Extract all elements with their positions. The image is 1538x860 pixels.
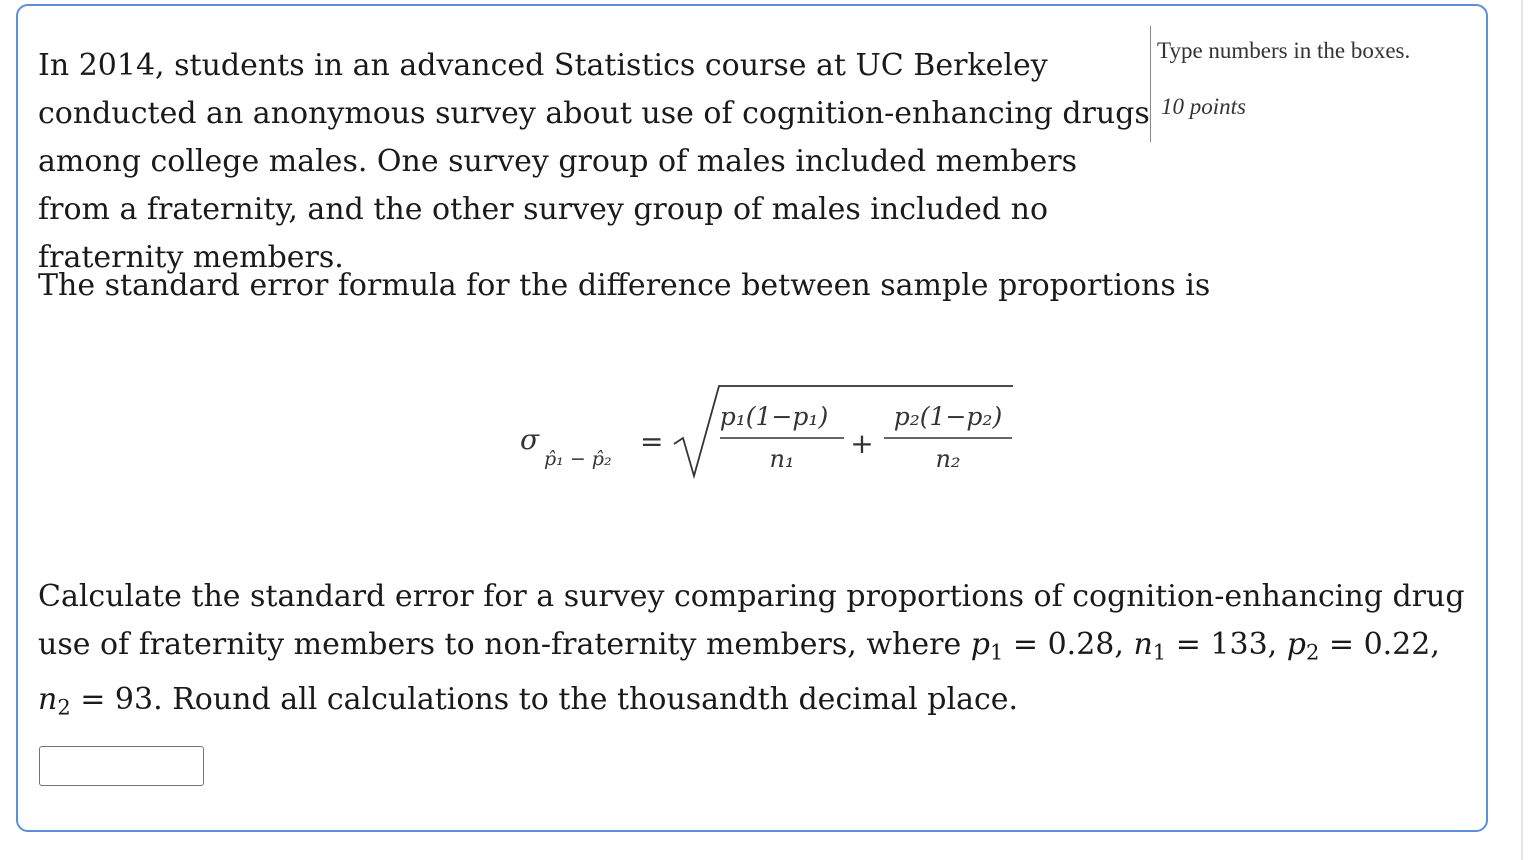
formula-intro: The standard error formula for the difference between sample proportions is: [38, 268, 1211, 303]
task-text-before: Calculate the standard error for a survey comparing proportions of cognition-enhancing drug use of fraternity members to non-fraternity members, where: [38, 579, 1465, 662]
formula-equals: =: [640, 425, 664, 458]
formula-graphic: [508, 371, 1028, 491]
formula-denominator-1: n₁: [769, 445, 795, 473]
formula-radical: [674, 386, 1013, 476]
p2-value: = 0.22,: [1328, 627, 1440, 662]
p2-symbol: p: [1286, 627, 1306, 662]
points-label: 10 points: [1161, 94, 1246, 119]
p1-value: = 0.28,: [1012, 627, 1124, 662]
n1-symbol: n: [1133, 627, 1153, 662]
formula-plus: +: [850, 427, 874, 460]
formula-denominator-2: n₂: [935, 445, 961, 473]
n2-subscript: 2: [57, 695, 71, 720]
question-meta: [1150, 26, 1410, 142]
formula-numerator-1: p₁(1−p₁): [719, 402, 829, 431]
standard-error-formula: [508, 371, 1028, 495]
p2-variable: [1286, 627, 1320, 665]
n2-symbol: n: [38, 682, 58, 718]
n1-subscript: 1: [1152, 640, 1167, 665]
answer-input[interactable]: [39, 746, 204, 786]
scrollbar-edge: [1521, 0, 1523, 860]
formula-subscript: p̂₁ − p̂₂: [544, 448, 612, 470]
p1-subscript: 1: [989, 640, 1004, 665]
question-card: [16, 4, 1488, 832]
n1-value: = 133,: [1175, 627, 1278, 662]
p2-subscript: 2: [1305, 640, 1320, 665]
p1-variable: [970, 627, 1004, 665]
n2-variable: [38, 682, 71, 720]
question-task: [38, 573, 1478, 732]
instructions-text: Type numbers in the boxes.: [1157, 38, 1411, 63]
formula-sigma: σ: [520, 423, 540, 456]
question-intro: In 2014, students in an advanced Statistics course at UC Berkeley conducted an anonymous survey about use of cognition-enhancing drugs among college males. One survey group of males included members from a fraternity, and the other survey group of males included no fraternity members.: [38, 48, 1150, 275]
n1-variable: [1133, 627, 1167, 665]
formula-numerator-2: p₂(1−p₂): [893, 402, 1003, 431]
n2-value: = 93.: [80, 682, 163, 718]
p1-symbol: p: [970, 627, 990, 662]
task-text-after: Round all calculations to the thousandth decimal place.: [172, 682, 1019, 718]
